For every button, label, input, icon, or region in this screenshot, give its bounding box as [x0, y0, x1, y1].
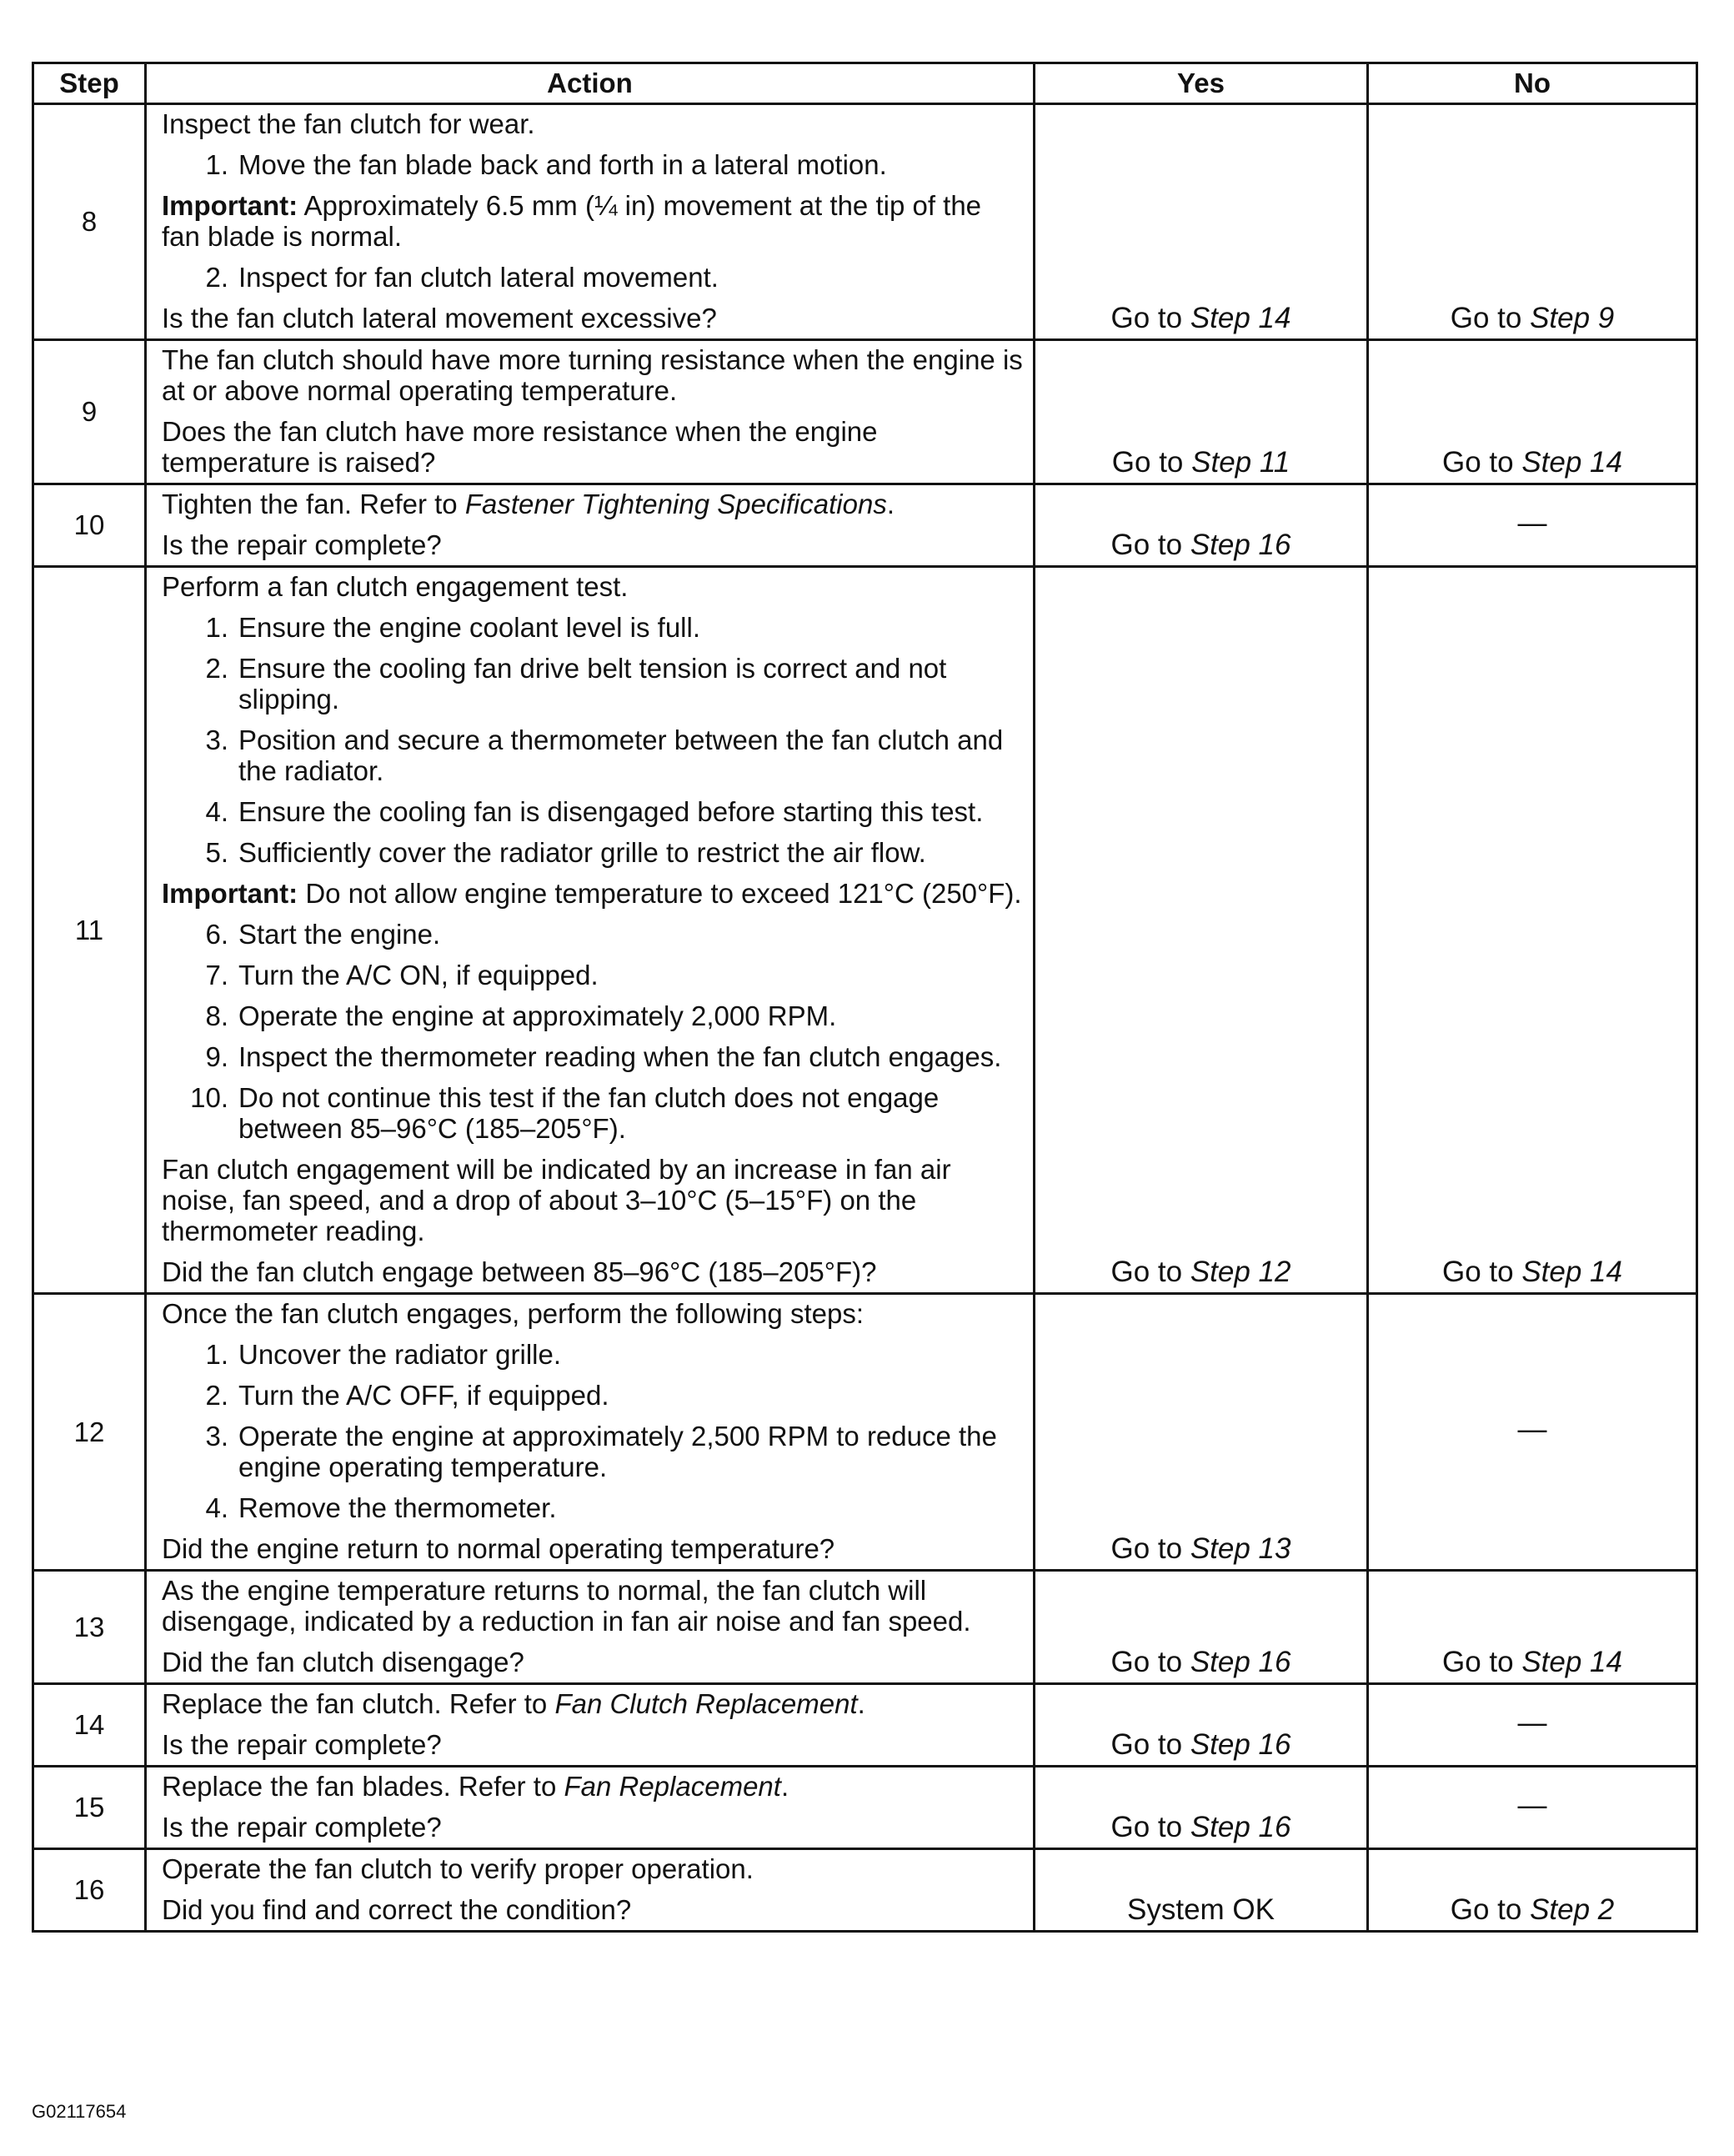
step-item-number: 1.	[205, 612, 228, 643]
reference-link[interactable]: Fastener Tightening Specifications	[464, 489, 887, 519]
numbered-step	[162, 1041, 1023, 1072]
step-number: 15	[33, 1767, 146, 1849]
yes-prefix: Go to	[1110, 1646, 1190, 1678]
step-item-number: 4.	[205, 1492, 228, 1523]
important-label: Important:	[162, 878, 298, 909]
step-item-text: Inspect for fan clutch lateral movement.	[238, 262, 719, 293]
numbered-step	[162, 919, 1023, 950]
yes-step-link[interactable]: Step 16	[1190, 1646, 1291, 1678]
numbered-step	[162, 796, 1023, 827]
step-item-number: 3.	[205, 725, 228, 755]
action-text: Is the fan clutch lateral movement excessive?	[162, 303, 717, 333]
yes-step-link[interactable]: Step 13	[1190, 1532, 1291, 1565]
reference-suffix: .	[780, 1771, 789, 1802]
action-cell	[146, 1684, 1035, 1767]
numbered-step	[162, 149, 1023, 180]
action-cell	[146, 567, 1035, 1294]
step-item-number: 10.	[190, 1082, 228, 1113]
action-cell	[146, 1849, 1035, 1932]
table-row	[33, 340, 1697, 484]
no-result	[1368, 484, 1697, 567]
action-text: Inspect the fan clutch for wear.	[162, 108, 535, 139]
no-prefix: Go to	[1442, 1256, 1522, 1288]
step-number: 13	[33, 1571, 146, 1684]
yes-prefix: Go to	[1110, 1728, 1190, 1761]
reference-text: Replace the fan blades. Refer to	[162, 1771, 564, 1802]
action-cell	[146, 484, 1035, 567]
table-row	[33, 1684, 1697, 1767]
important-note	[162, 878, 1023, 909]
yes-step-link[interactable]: Step 16	[1190, 1728, 1291, 1761]
step-number: 12	[33, 1294, 146, 1571]
table-row	[33, 1767, 1697, 1849]
yes-prefix: Go to	[1110, 302, 1190, 334]
table-row	[33, 1294, 1697, 1571]
action-cell	[146, 104, 1035, 340]
no-prefix: Go to	[1450, 302, 1531, 334]
yes-result	[1035, 484, 1368, 567]
action-text: Did the fan clutch engage between 85–96°C (185–205°F)?	[162, 1256, 877, 1287]
step-number: 9	[33, 340, 146, 484]
action-text: Does the fan clutch have more resistance when the engine temperature is raised?	[162, 416, 878, 478]
yes-result-text: System OK	[1127, 1893, 1275, 1926]
step-item-number: 4.	[205, 796, 228, 827]
step-item-number: 5.	[205, 837, 228, 868]
reference-link[interactable]: Fan Replacement	[564, 1771, 781, 1802]
yes-result	[1035, 1849, 1368, 1932]
yes-step-link[interactable]: Step 11	[1191, 446, 1290, 479]
step-item-number: 3.	[205, 1421, 228, 1452]
step-item-number: 6.	[205, 919, 228, 950]
yes-step-link[interactable]: Step 12	[1190, 1256, 1291, 1288]
step-item-number: 9.	[205, 1041, 228, 1072]
numbered-step	[162, 1339, 1023, 1370]
step-item-text: Move the fan blade back and forth in a lateral motion.	[238, 149, 887, 180]
diagnostic-page	[32, 62, 1696, 1933]
no-dash: —	[1517, 1413, 1547, 1446]
no-result	[1368, 104, 1697, 340]
header-action: Action	[146, 63, 1035, 104]
action-text: Operate the fan clutch to verify proper operation.	[162, 1853, 754, 1884]
step-item-text: Turn the A/C OFF, if equipped.	[238, 1380, 609, 1411]
step-number: 14	[33, 1684, 146, 1767]
action-cell	[146, 1571, 1035, 1684]
action-text: Is the repair complete?	[162, 529, 442, 560]
figure-id: G02117654	[32, 2101, 127, 2122]
numbered-step	[162, 612, 1023, 643]
no-step-link[interactable]: Step 14	[1521, 1256, 1622, 1288]
action-text: Did the fan clutch disengage?	[162, 1647, 524, 1677]
action-text: Perform a fan clutch engagement test.	[162, 571, 629, 602]
numbered-step	[162, 1000, 1023, 1031]
no-prefix: Go to	[1450, 1893, 1531, 1926]
numbered-step	[162, 1421, 1023, 1482]
yes-result	[1035, 567, 1368, 1294]
step-item-number: 7.	[205, 960, 228, 990]
no-result	[1368, 1294, 1697, 1571]
yes-result	[1035, 104, 1368, 340]
yes-step-link[interactable]: Step 14	[1190, 302, 1291, 334]
no-step-link[interactable]: Step 14	[1521, 446, 1622, 479]
reference-text: Tighten the fan. Refer to	[162, 489, 465, 519]
no-result	[1368, 1571, 1697, 1684]
reference-suffix: .	[857, 1688, 865, 1719]
action-cell	[146, 1767, 1035, 1849]
step-item-text: Inspect the thermometer reading when the fan clutch engages.	[238, 1041, 1002, 1072]
header-row	[33, 63, 1697, 104]
yes-result	[1035, 1767, 1368, 1849]
action-text: Once the fan clutch engages, perform the following steps:	[162, 1298, 864, 1329]
step-number: 11	[33, 567, 146, 1294]
step-number: 8	[33, 104, 146, 340]
important-label: Important:	[162, 190, 298, 221]
table-row	[33, 104, 1697, 340]
step-item-text: Start the engine.	[238, 919, 441, 950]
reference-line	[162, 1771, 1023, 1802]
action-text: The fan clutch should have more turning resistance when the engine is at or above normal operating temperature.	[162, 344, 1023, 406]
table-row	[33, 1849, 1697, 1932]
step-item-text: Do not continue this test if the fan clutch does not engage between 85–96°C (185–205°F).	[238, 1082, 940, 1144]
numbered-step	[162, 960, 1023, 990]
yes-prefix: Go to	[1110, 529, 1190, 561]
no-result	[1368, 1767, 1697, 1849]
yes-prefix: Go to	[1110, 1532, 1190, 1565]
no-dash: —	[1517, 1788, 1547, 1822]
no-result	[1368, 1849, 1697, 1932]
no-step-link[interactable]: Step 2	[1530, 1893, 1615, 1926]
step-item-text: Ensure the cooling fan drive belt tension is correct and not slipping.	[238, 653, 947, 714]
no-dash: —	[1517, 1706, 1547, 1739]
step-item-number: 1.	[205, 149, 228, 180]
step-item-text: Uncover the radiator grille.	[238, 1339, 562, 1370]
yes-step-link[interactable]: Step 16	[1190, 529, 1291, 561]
step-item-text: Turn the A/C ON, if equipped.	[238, 960, 599, 990]
step-item-number: 1.	[205, 1339, 228, 1370]
step-item-number: 8.	[205, 1000, 228, 1031]
table-body	[33, 104, 1697, 1932]
important-text: Approximately 6.5 mm (¼ in) movement at the tip of the fan blade is normal.	[162, 190, 982, 252]
no-result	[1368, 340, 1697, 484]
step-item-text: Sufficiently cover the radiator grille to restrict the air flow.	[238, 837, 926, 868]
step-item-number: 2.	[205, 262, 228, 293]
numbered-step	[162, 262, 1023, 293]
no-step-link[interactable]: Step 14	[1521, 1646, 1622, 1678]
action-text: Is the repair complete?	[162, 1812, 442, 1843]
no-prefix: Go to	[1442, 1646, 1522, 1678]
step-item-text: Ensure the cooling fan is disengaged before starting this test.	[238, 796, 984, 827]
no-result	[1368, 567, 1697, 1294]
yes-result	[1035, 1684, 1368, 1767]
numbered-step	[162, 837, 1023, 868]
yes-result	[1035, 1571, 1368, 1684]
header-no: No	[1368, 63, 1697, 104]
yes-prefix: Go to	[1110, 1256, 1190, 1288]
action-cell	[146, 340, 1035, 484]
action-text: As the engine temperature returns to normal, the fan clutch will disengage, indicated by a reduction in fan air noise and fan speed.	[162, 1575, 971, 1637]
important-text: Do not allow engine temperature to exceed 121°C (250°F).	[305, 878, 1022, 909]
numbered-step	[162, 1492, 1023, 1523]
reference-link[interactable]: Fan Clutch Replacement	[554, 1688, 858, 1719]
step-item-number: 2.	[205, 1380, 228, 1411]
yes-result	[1035, 340, 1368, 484]
step-item-text: Ensure the engine coolant level is full.	[238, 612, 701, 643]
no-dash: —	[1517, 506, 1547, 539]
table-row	[33, 1571, 1697, 1684]
reference-text: Replace the fan clutch. Refer to	[162, 1688, 555, 1719]
header-step: Step	[33, 63, 146, 104]
numbered-step	[162, 653, 1023, 714]
action-text: Is the repair complete?	[162, 1729, 442, 1760]
reference-line	[162, 1688, 1023, 1719]
table-row	[33, 567, 1697, 1294]
numbered-step	[162, 1380, 1023, 1411]
reference-line	[162, 489, 1023, 519]
no-result	[1368, 1684, 1697, 1767]
step-item-text: Position and secure a thermometer between the fan clutch and the radiator.	[238, 725, 1004, 786]
step-item-number: 2.	[205, 653, 228, 684]
step-item-text: Operate the engine at approximately 2,000 RPM.	[238, 1000, 837, 1031]
no-prefix: Go to	[1442, 446, 1522, 479]
action-cell	[146, 1294, 1035, 1571]
step-item-text: Operate the engine at approximately 2,500 RPM to reduce the engine operating temperature.	[238, 1421, 997, 1482]
action-text: Did the engine return to normal operating temperature?	[162, 1533, 835, 1564]
table-row	[33, 484, 1697, 567]
yes-step-link[interactable]: Step 16	[1190, 1811, 1291, 1843]
step-number: 16	[33, 1849, 146, 1932]
action-text: Fan clutch engagement will be indicated by an increase in fan air noise, fan speed, and a drop of about 3–10°C (5–15°F) on the thermometer reading.	[162, 1154, 951, 1246]
no-step-link[interactable]: Step 9	[1530, 302, 1615, 334]
numbered-step	[162, 725, 1023, 786]
action-text: Did you find and correct the condition?	[162, 1894, 632, 1925]
important-note	[162, 190, 1023, 252]
header-yes: Yes	[1035, 63, 1368, 104]
numbered-step	[162, 1082, 1023, 1144]
yes-prefix: Go to	[1111, 446, 1192, 479]
step-number: 10	[33, 484, 146, 567]
yes-result	[1035, 1294, 1368, 1571]
reference-suffix: .	[886, 489, 895, 519]
diagnostic-table	[32, 62, 1698, 1933]
step-item-text: Remove the thermometer.	[238, 1492, 557, 1523]
yes-prefix: Go to	[1110, 1811, 1190, 1843]
